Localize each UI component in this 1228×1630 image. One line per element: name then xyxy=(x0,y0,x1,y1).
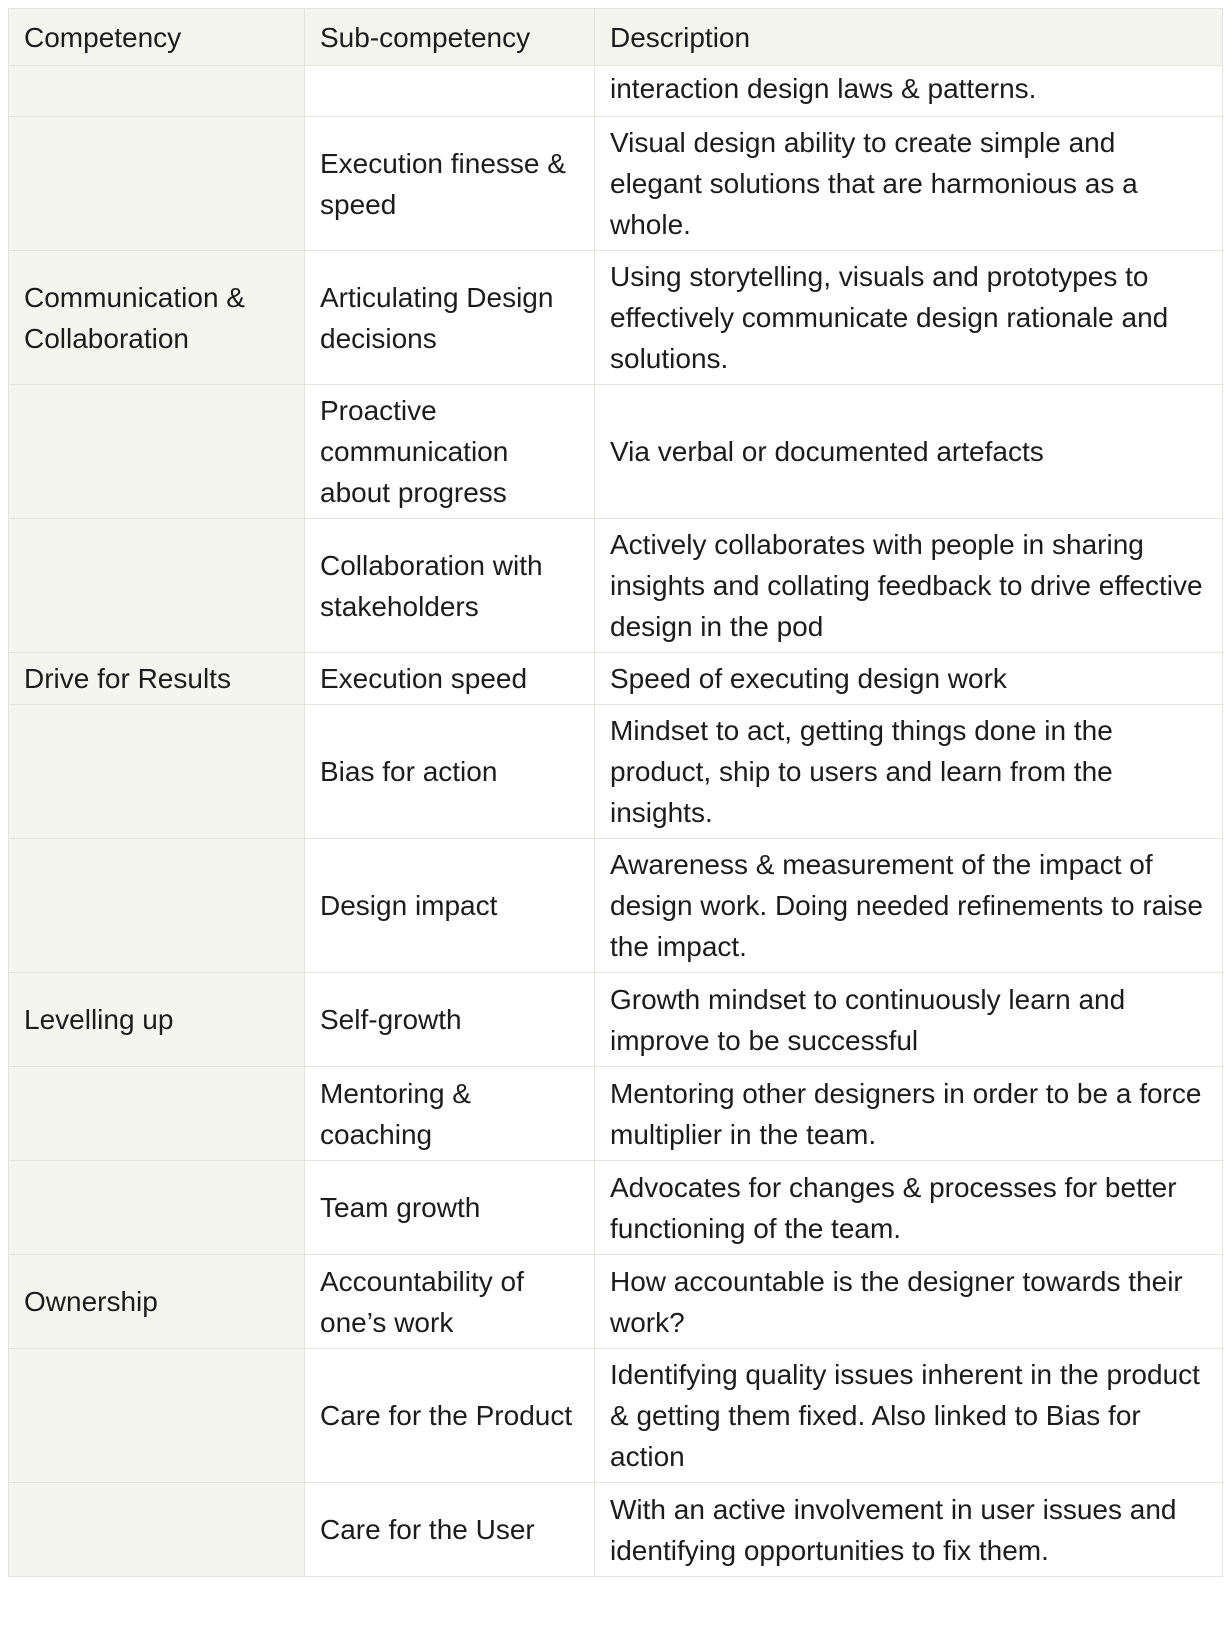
header-row xyxy=(9,9,1223,66)
table-row xyxy=(9,653,1223,705)
table-row xyxy=(9,1255,1223,1349)
table-row xyxy=(9,1161,1223,1255)
header-competency: Competency xyxy=(9,9,305,66)
sub-competency-cell: Proactive communication about progress xyxy=(305,385,595,519)
competency-cell xyxy=(9,385,305,519)
sub-competency-cell: Bias for action xyxy=(305,705,595,839)
sub-competency-cell: Care for the Product xyxy=(305,1349,595,1483)
sub-competency-cell xyxy=(305,66,595,117)
description-cell: With an active involvement in user issues and identifying opportunities to fix them. xyxy=(595,1483,1223,1577)
sub-competency-cell: Execution speed xyxy=(305,653,595,705)
competency-cell: Levelling up xyxy=(9,973,305,1067)
description-cell: Advocates for changes & processes for better functioning of the team. xyxy=(595,1161,1223,1255)
competency-cell xyxy=(9,1067,305,1161)
competency-cell xyxy=(9,705,305,839)
competency-cell xyxy=(9,1349,305,1483)
description-cell: Visual design ability to create simple and elegant solutions that are harmonious as a whole. xyxy=(595,117,1223,251)
description-cell: interaction design laws & patterns. xyxy=(595,66,1223,117)
table-body xyxy=(9,66,1223,1577)
sub-competency-cell: Articulating Design decisions xyxy=(305,251,595,385)
competency-cell xyxy=(9,839,305,973)
description-cell: Speed of executing design work xyxy=(595,653,1223,705)
header-sub-competency: Sub-competency xyxy=(305,9,595,66)
competency-cell xyxy=(9,117,305,251)
sub-competency-cell: Collaboration with stakeholders xyxy=(305,519,595,653)
description-cell: Mindset to act, getting things done in the product, ship to users and learn from the insights. xyxy=(595,705,1223,839)
header-description: Description xyxy=(595,9,1223,66)
description-cell: Growth mindset to continuously learn and improve to be successful xyxy=(595,973,1223,1067)
description-cell: How accountable is the designer towards their work? xyxy=(595,1255,1223,1349)
competency-cell: Ownership xyxy=(9,1255,305,1349)
table-row xyxy=(9,519,1223,653)
competency-cell: Communication & Collaboration xyxy=(9,251,305,385)
table-row xyxy=(9,705,1223,839)
description-cell: Awareness & measurement of the impact of design work. Doing needed refinements to raise the impact. xyxy=(595,839,1223,973)
description-cell: Using storytelling, visuals and prototypes to effectively communicate design rationale and solutions. xyxy=(595,251,1223,385)
table-row xyxy=(9,66,1223,117)
table-row xyxy=(9,973,1223,1067)
table-row xyxy=(9,117,1223,251)
sub-competency-cell: Care for the User xyxy=(305,1483,595,1577)
description-cell: Actively collaborates with people in sharing insights and collating feedback to drive effective design in the pod xyxy=(595,519,1223,653)
description-cell: Via verbal or documented artefacts xyxy=(595,385,1223,519)
sub-competency-cell: Design impact xyxy=(305,839,595,973)
table-row xyxy=(9,1349,1223,1483)
description-cell: Identifying quality issues inherent in the product & getting them fixed. Also linked to Bias for action xyxy=(595,1349,1223,1483)
competency-table-container xyxy=(8,8,1222,1577)
sub-competency-cell: Accountability of one’s work xyxy=(305,1255,595,1349)
sub-competency-cell: Team growth xyxy=(305,1161,595,1255)
table-header xyxy=(9,9,1223,66)
table-row xyxy=(9,385,1223,519)
competency-cell xyxy=(9,66,305,117)
description-cell: Mentoring other designers in order to be a force multiplier in the team. xyxy=(595,1067,1223,1161)
competency-cell xyxy=(9,519,305,653)
sub-competency-cell: Self-growth xyxy=(305,973,595,1067)
competency-table xyxy=(8,8,1223,1577)
competency-cell xyxy=(9,1161,305,1255)
competency-cell xyxy=(9,1483,305,1577)
table-row xyxy=(9,1483,1223,1577)
table-row xyxy=(9,839,1223,973)
sub-competency-cell: Mentoring & coaching xyxy=(305,1067,595,1161)
sub-competency-cell: Execution finesse & speed xyxy=(305,117,595,251)
table-row xyxy=(9,251,1223,385)
table-row xyxy=(9,1067,1223,1161)
competency-cell: Drive for Results xyxy=(9,653,305,705)
